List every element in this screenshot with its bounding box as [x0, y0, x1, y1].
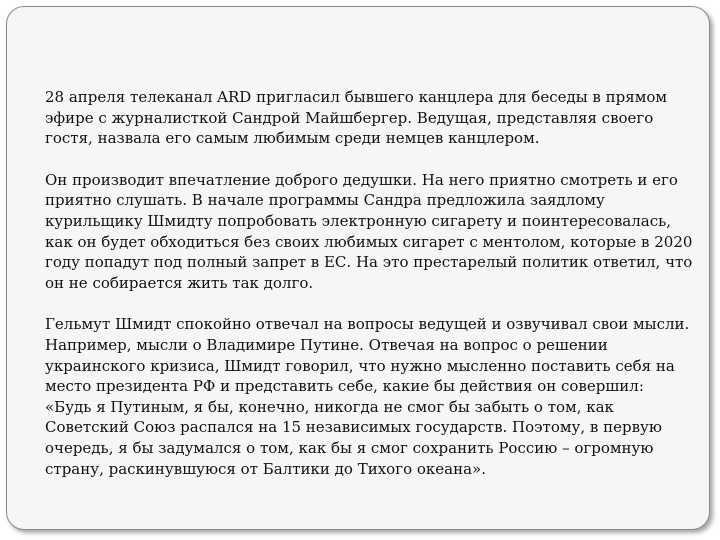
paragraph-cigarette-episode: Он производит впечатление доброго дедушки. На него приятно смотреть и его приятно слушать. В начале программы Сандра предложила заядлому курильщику Шмидту попробовать электронную сигарету и поинтересовалась, как он будет обходиться без своих любимых сигарет с ментолом, которые в 2020 году попадут под полный запрет в ЕС. На это престарелый политик ответил, что он не собирается жить так долго. [45, 170, 693, 292]
slide-frame [6, 6, 710, 530]
slide-text-body [45, 87, 695, 479]
paragraph-putin-quote: Гельмут Шмидт спокойно отвечал на вопросы ведущей и озвучивал свои мысли. Например, мысли о Владимире Путине. Отвечая на вопрос о решении украинского кризиса, Шмидт говорил, что нужно мысленно поставить себя на место президента РФ и представить себе, какие бы действия он совершил: «Будь я Путиным, я бы, конечно, никогда не смог бы забыть о том, как Советский Союз распался на 15 независимых государств. Поэтому, в первую очередь, я бы задумался о том, как бы я смог сохранить Россию – огромную страну, раскинувшуюся от Балтики до Тихого океана». [45, 315, 690, 478]
paragraph-interview-intro: 28 апреля телеканал ARD пригласил бывшего канцлера для беседы в прямом эфире с журналисткой Сандрой Майшбергер. Ведущая, представляя своего гостя, назвала его самым любимым среди немцев канцлером. [45, 88, 668, 148]
